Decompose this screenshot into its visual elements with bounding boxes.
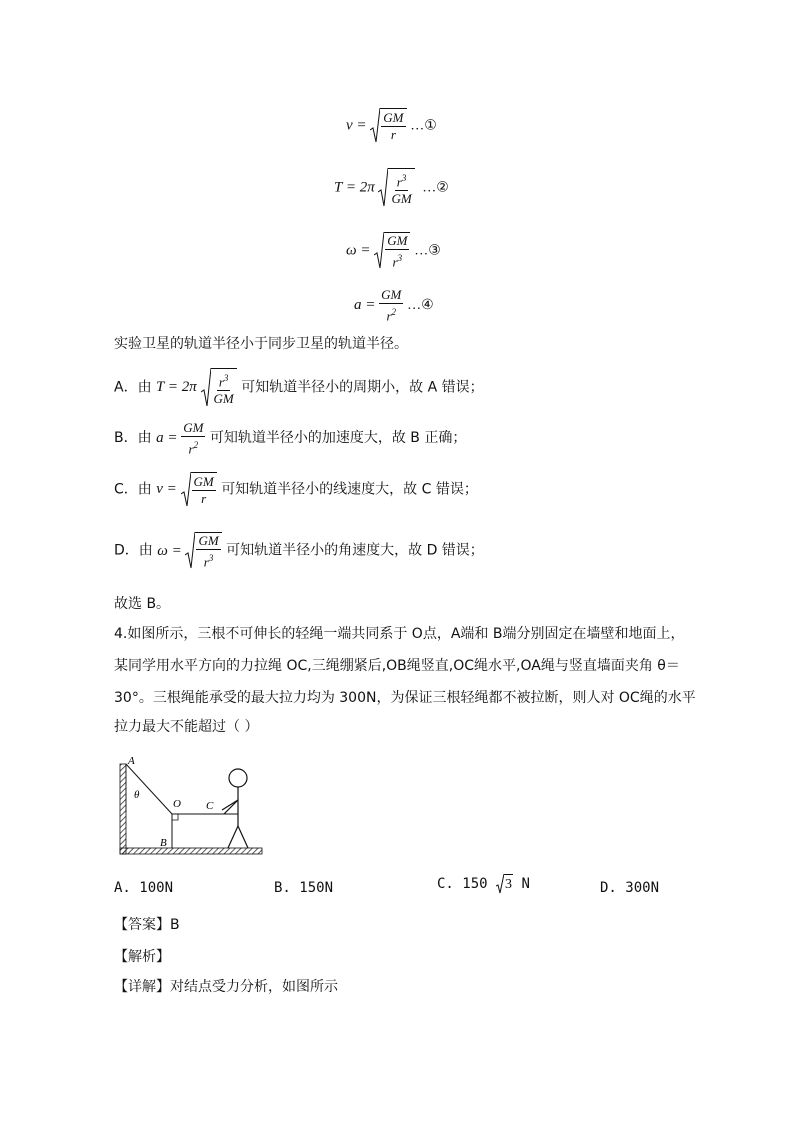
label-o: O [173,798,181,810]
formula-period [334,168,449,208]
analysis-intro: 实验卫星的轨道半径小于同步卫星的轨道半径。 [114,336,408,352]
label-theta: θ [134,789,140,801]
formula-lhs: T = 2π [334,179,375,196]
formula-lhs: ω = [346,242,371,259]
eq-mark-3: …③ [414,243,441,259]
analysis-option-b: B．由 a = $\frac{GM}{r^2}$ 可知轨道半径小的加速度大，故 B 正确； [114,420,467,457]
analysis-option-d: D．由 ω = $\frac{GM}{r^3}$ 可知轨道半径小的角速度大，故 D 错误； [114,533,484,570]
option-d[interactable]: D. 300N [600,880,660,896]
option-b[interactable]: B. 150N [274,880,334,896]
detail-heading: 【详解】对结点受力分析，如图所示 [114,979,338,995]
formula-velocity [346,108,437,144]
person-head [229,769,247,787]
right-angle-mark [172,814,178,820]
formula-lhs: a = [354,297,376,314]
wall [120,764,126,854]
eq-mark-4: …④ [407,298,434,314]
sqrt: $\frac{r^3}{GM}$ [378,168,414,208]
analysis-conclusion: 故选 B。 [114,596,171,612]
rope-oa [126,764,172,814]
formula-acceleration: a = $\frac{GM}{r^2}$ …④ [354,287,434,324]
eq-mark-1: …① [410,118,437,134]
question-line-2: 某同学用水平方向的力拉绳 OC,三绳绷紧后,OB绳竖直,OC绳水平,OA绳与竖直墙面夹角 θ＝ [114,658,680,674]
label-a: A [128,755,135,767]
option-c[interactable]: C. 150 3 N [437,876,530,892]
question-line-4: 拉力最大不能超过（ ） [114,719,259,735]
sqrt: $\frac{GM}{r}$ [370,108,406,144]
formula-angular-velocity [346,232,441,270]
label-c: C [206,800,214,812]
option-a[interactable]: A. 100N [114,880,174,896]
formula-lhs: v = [346,117,367,134]
analysis-option-a: A．由 T = 2π $\frac{r^3}{GM}$ 可知轨道半径小的周期小，故 A 错误； [114,368,484,408]
label-b: B [160,837,167,849]
analysis-option-c: C．由 v = $\frac{GM}{r}$ 可知轨道半径小的线速度大，故 C 错误； [114,474,478,506]
eq-mark-2: …② [422,180,449,196]
answer-label: 【答案】B [114,917,180,933]
question-line-3: 30°。三根绳能承受的最大拉力均为 300N，为保证三根轻绳都不被拉断，则人对 OC绳的水平 [114,690,696,706]
analysis-heading: 【解析】 [114,949,170,965]
person-leg [228,826,238,848]
rope-diagram [116,752,266,862]
person-leg [238,826,248,848]
question-line-1: 4.如图所示，三根不可伸长的轻绳一端共同系于 O点，A端和 B端分别固定在墙壁和地面上， [114,626,685,642]
sqrt: $\frac{GM}{r^3}$ [374,232,410,270]
ground [120,848,262,854]
